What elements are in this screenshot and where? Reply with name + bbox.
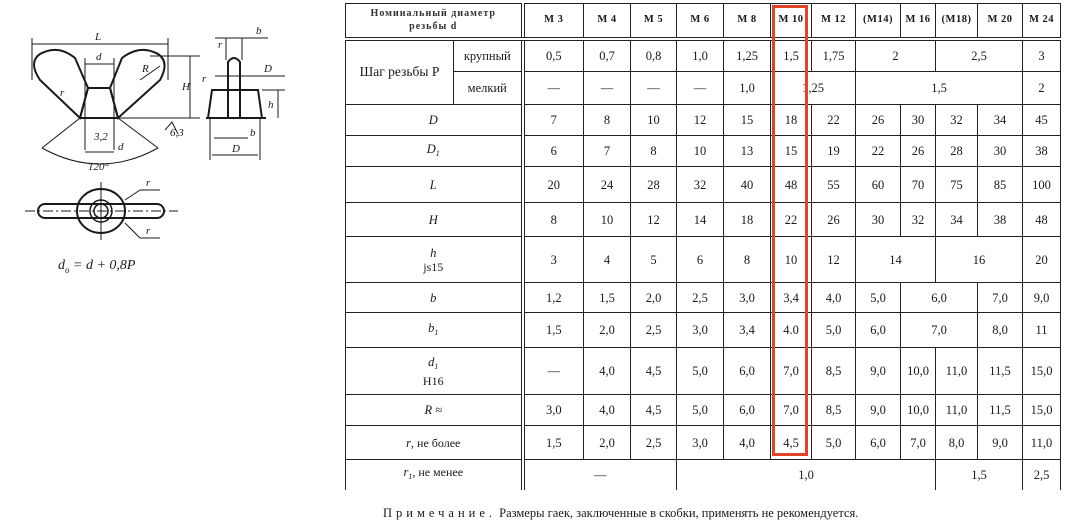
table-cell: 5,0 [812, 313, 856, 348]
row-label: R ≈ [346, 395, 523, 426]
table-cell: 8,5 [812, 395, 856, 426]
table-cell: 1,5 [584, 283, 631, 313]
column-header: M 3 [523, 4, 584, 39]
table-cell: 14 [856, 237, 936, 283]
table-row [346, 105, 1061, 136]
row-label: $d_1$ H16 [346, 348, 523, 395]
table-cell: — [523, 460, 677, 490]
svg-text:D: D [232, 143, 240, 155]
svg-text:r: r [146, 225, 151, 237]
table-cell: 2,5 [631, 426, 677, 460]
svg-text:b: b [250, 127, 256, 139]
table-row [346, 460, 1061, 490]
table-cell: 14 [677, 203, 724, 237]
column-header: M 16 [901, 4, 936, 39]
table-cell: — [584, 72, 631, 105]
table-cell: 8 [631, 136, 677, 167]
svg-text:120°: 120° [88, 161, 109, 173]
header-row [346, 4, 1061, 39]
column-header: M 4 [584, 4, 631, 39]
column-header: M 6 [677, 4, 724, 39]
table-cell: 6,0 [856, 313, 901, 348]
table-cell: 10 [631, 105, 677, 136]
table-cell: 12 [631, 203, 677, 237]
table-row [346, 426, 1061, 460]
table-cell: 70 [901, 167, 936, 203]
table-cell: 4,0 [724, 426, 771, 460]
table-cell: 15 [771, 136, 812, 167]
table-row [346, 283, 1061, 313]
table-cell: 6,0 [724, 395, 771, 426]
table-cell: 1,5 [523, 313, 584, 348]
svg-text:r: r [146, 177, 151, 189]
table-cell: 48 [1023, 203, 1061, 237]
row-label: $r_1$, не менее [346, 460, 523, 490]
row-label: b [346, 283, 523, 313]
table-cell: 10,0 [901, 395, 936, 426]
table-cell: 10 [584, 203, 631, 237]
table-cell: 1,0 [724, 72, 771, 105]
table-cell: 60 [856, 167, 901, 203]
table-cell: 7 [584, 136, 631, 167]
svg-text:d: d [118, 141, 124, 153]
table-cell: 11,5 [978, 348, 1023, 395]
table-cell: 45 [1023, 105, 1061, 136]
svg-text:r: r [218, 39, 223, 51]
table-cell: 7 [523, 105, 584, 136]
table-cell: 8 [724, 237, 771, 283]
table-cell: 7,0 [771, 348, 812, 395]
row-label: h js15 [346, 237, 523, 283]
table-cell: — [523, 348, 584, 395]
table-cell: 11,5 [978, 395, 1023, 426]
table-row [346, 237, 1061, 283]
table-cell: 15,0 [1023, 395, 1061, 426]
table-cell: 38 [1023, 136, 1061, 167]
table-cell: 1,5 [936, 460, 1023, 490]
table-cell: 1,0 [677, 460, 936, 490]
wing-nut-drawing [0, 0, 320, 300]
table-cell: 11,0 [936, 395, 978, 426]
table-cell: 1,75 [812, 39, 856, 72]
table-cell: 48 [771, 167, 812, 203]
table-cell: 15 [724, 105, 771, 136]
row-label: r, не более [346, 426, 523, 460]
table-cell: 3 [1023, 39, 1061, 72]
table-cell: 55 [812, 167, 856, 203]
table-cell: 20 [523, 167, 584, 203]
table-row [346, 136, 1061, 167]
table-cell: 15,0 [1023, 348, 1061, 395]
table-row [346, 167, 1061, 203]
table-cell: 11,0 [936, 348, 978, 395]
wing-nut-dimensions-table [345, 3, 1061, 490]
pitch-fine-label: мелкий [454, 72, 523, 105]
table-cell: 10 [771, 237, 812, 283]
table-cell: 30 [901, 105, 936, 136]
table-cell: 9,0 [978, 426, 1023, 460]
row-label: D [346, 105, 523, 136]
table-cell: 24 [584, 167, 631, 203]
table-cell: 26 [901, 136, 936, 167]
table-cell: 6 [677, 237, 724, 283]
table-cell: 6,0 [901, 283, 978, 313]
d0-formula: $d_o = d + 0,8P$ [58, 258, 136, 275]
table-row [346, 313, 1061, 348]
table-cell: 4,0 [584, 395, 631, 426]
table-cell: 30 [856, 203, 901, 237]
left-wing [34, 50, 88, 118]
table-cell: 12 [677, 105, 724, 136]
table-cell: 2 [1023, 72, 1061, 105]
table-cell: — [631, 72, 677, 105]
table-cell: 5,0 [677, 348, 724, 395]
table-cell: 1,5 [856, 72, 1023, 105]
table-cell: 18 [724, 203, 771, 237]
table-cell: 10,0 [901, 348, 936, 395]
table-cell: 5 [631, 237, 677, 283]
pitch-fine-row [346, 72, 1061, 105]
table-cell: 28 [936, 136, 978, 167]
table-cell: 20 [1023, 237, 1061, 283]
svg-text:6,3: 6,3 [170, 127, 184, 139]
table-cell: 3 [523, 237, 584, 283]
table-cell: 1,25 [771, 72, 856, 105]
table-cell: — [677, 72, 724, 105]
table-cell: 100 [1023, 167, 1061, 203]
table-cell: 16 [936, 237, 1023, 283]
table-cell: 34 [936, 203, 978, 237]
svg-text:d: d [96, 51, 102, 63]
table-cell: 32 [677, 167, 724, 203]
table-cell: 18 [771, 105, 812, 136]
footnote: Примечание. Размеры гаек, заключенные в скобки, применять не рекомендуется. [383, 506, 859, 520]
table-cell: 34 [978, 105, 1023, 136]
table-cell: 22 [771, 203, 812, 237]
table-cell: 22 [856, 136, 901, 167]
table-cell: 7,0 [771, 395, 812, 426]
svg-text:R: R [142, 63, 149, 75]
table-cell: 2,5 [631, 313, 677, 348]
table-cell: 5,0 [677, 395, 724, 426]
table-cell: 13 [724, 136, 771, 167]
table-cell: 7,0 [978, 283, 1023, 313]
column-header: M 24 [1023, 4, 1061, 39]
table-cell: 8 [584, 105, 631, 136]
table-cell: 8,5 [812, 348, 856, 395]
pitch-label: Шаг резьбы P [346, 39, 454, 105]
nominal-diameter-header: Номинальный диаметр резьбы d [346, 4, 523, 39]
pitch-coarse-label: крупный [454, 39, 523, 72]
table-cell: 2,5 [936, 39, 1023, 72]
table-cell: 19 [812, 136, 856, 167]
table-cell: 32 [901, 203, 936, 237]
svg-text:H: H [182, 81, 190, 93]
table-cell: 0,5 [523, 39, 584, 72]
table-cell: 2 [856, 39, 936, 72]
table-cell: 4,0 [812, 283, 856, 313]
table-cell: 32 [936, 105, 978, 136]
table-cell: 6,0 [856, 426, 901, 460]
table-cell: 26 [812, 203, 856, 237]
table-row [346, 395, 1061, 426]
table-cell: 2,0 [631, 283, 677, 313]
table-cell: 7,0 [901, 426, 936, 460]
row-label: $D_1$ [346, 136, 523, 167]
table-cell: 3,4 [771, 283, 812, 313]
column-header: (M18) [936, 4, 978, 39]
table-cell: 7,0 [901, 313, 978, 348]
table-cell: 8,0 [936, 426, 978, 460]
pitch-coarse-row [346, 39, 1061, 72]
svg-text:b: b [256, 25, 262, 37]
table-cell: 40 [724, 167, 771, 203]
svg-text:3,2: 3,2 [94, 131, 108, 143]
row-label: L [346, 167, 523, 203]
table-cell: 1,2 [523, 283, 584, 313]
table-cell: 22 [812, 105, 856, 136]
table-cell: 9,0 [856, 395, 901, 426]
table-cell: 85 [978, 167, 1023, 203]
table-cell: 26 [856, 105, 901, 136]
svg-text:h: h [268, 99, 274, 111]
table-cell: 3,0 [523, 395, 584, 426]
table-cell: 9,0 [856, 348, 901, 395]
table-cell: 3,4 [724, 313, 771, 348]
table-cell: 11 [1023, 313, 1061, 348]
table-row [346, 348, 1061, 395]
table-cell: 5,0 [856, 283, 901, 313]
table-cell: 10 [677, 136, 724, 167]
table-cell: 1,5 [771, 39, 812, 72]
table-cell: 6 [523, 136, 584, 167]
column-header: M 5 [631, 4, 677, 39]
table-cell: 4,5 [631, 348, 677, 395]
table-cell: 0,8 [631, 39, 677, 72]
table-cell: 30 [978, 136, 1023, 167]
table-cell: 3,0 [677, 426, 724, 460]
table-cell: 3,0 [724, 283, 771, 313]
svg-text:r: r [60, 87, 65, 99]
table-cell: 0,7 [584, 39, 631, 72]
svg-text:L: L [95, 31, 102, 43]
column-header: M 12 [812, 4, 856, 39]
column-header: M 8 [724, 4, 771, 39]
table-cell: 2,0 [584, 313, 631, 348]
table-cell: 8,0 [978, 313, 1023, 348]
svg-text:D: D [264, 63, 272, 75]
table-cell: 5,0 [812, 426, 856, 460]
table-cell: 1,25 [724, 39, 771, 72]
table-cell: 75 [936, 167, 978, 203]
table-cell: 2,0 [584, 426, 631, 460]
table-row [346, 203, 1061, 237]
table-cell: 12 [812, 237, 856, 283]
table-cell: 8 [523, 203, 584, 237]
table-cell: 1,5 [523, 426, 584, 460]
table-cell: 11,0 [1023, 426, 1061, 460]
column-header: (M14) [856, 4, 901, 39]
table-cell: 6,0 [724, 348, 771, 395]
table-cell: 9,0 [1023, 283, 1061, 313]
table-cell: 38 [978, 203, 1023, 237]
table-cell: 28 [631, 167, 677, 203]
table-cell: 4,5 [631, 395, 677, 426]
table-cell: 2,5 [1023, 460, 1061, 490]
table-cell: 1,0 [677, 39, 724, 72]
row-label: H [346, 203, 523, 237]
svg-text:r: r [202, 73, 207, 85]
table-cell: 4 [584, 237, 631, 283]
table-cell: 4,0 [584, 348, 631, 395]
column-header: M 20 [978, 4, 1023, 39]
row-label: $b_1$ [346, 313, 523, 348]
right-wing [110, 50, 165, 118]
table-cell: 4.0 [771, 313, 812, 348]
column-header: M 10 [771, 4, 812, 39]
table-cell: 4,5 [771, 426, 812, 460]
table-cell: — [523, 72, 584, 105]
table-cell: 2,5 [677, 283, 724, 313]
table-cell: 3,0 [677, 313, 724, 348]
